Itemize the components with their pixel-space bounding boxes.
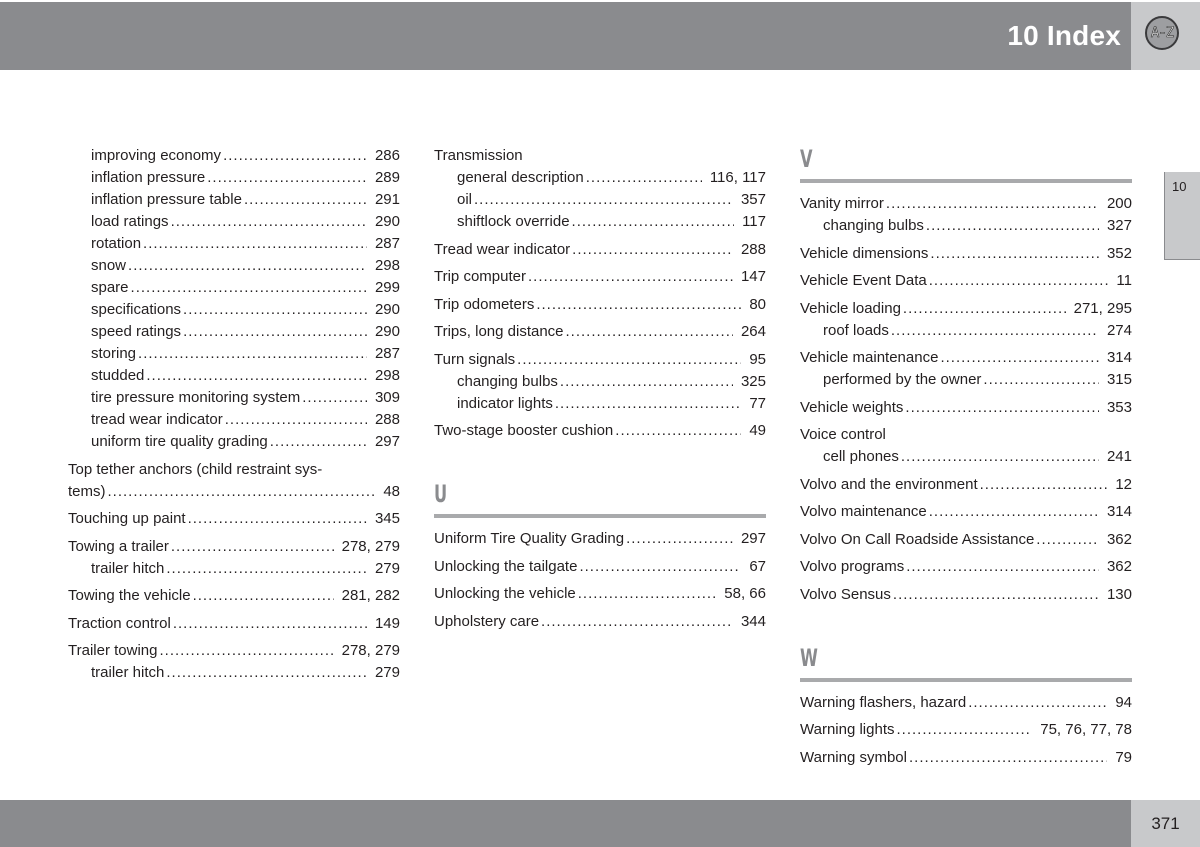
entry-pages: 297 — [740, 530, 766, 547]
dot-leader — [528, 266, 733, 288]
entry-label: Volvo On Call Roadside Assistance — [800, 530, 1035, 548]
index-entry[interactable] — [68, 585, 400, 607]
index-entry[interactable] — [800, 446, 1132, 468]
entry-pages: 149 — [374, 614, 400, 632]
entry-pages: 116, 117 — [709, 169, 766, 186]
entry-label: Towing a trailer — [68, 537, 169, 555]
entry-label: improving economy — [91, 147, 222, 164]
dot-leader — [270, 431, 367, 453]
entry-label: changing bulbs — [457, 372, 558, 390]
entry-label: trailer hitch — [91, 559, 165, 577]
index-entry[interactable] — [434, 266, 766, 288]
entry-label: Trip computer — [434, 268, 526, 285]
entry-label: Two-stage booster cushion — [434, 422, 614, 439]
page-number-box — [1131, 800, 1200, 847]
entry-label: Volvo maintenance — [800, 503, 927, 520]
entry-pages: 48 — [383, 482, 400, 500]
entry-label: Trailer towing — [68, 642, 158, 659]
entry-pages: 80 — [749, 295, 766, 313]
entry-label: uniform tire quality grading — [91, 433, 268, 450]
entry-label: indicator lights — [457, 394, 553, 412]
dot-leader — [579, 556, 741, 578]
dot-leader — [207, 167, 367, 189]
section-divider — [800, 678, 1132, 682]
index-entry[interactable] — [68, 343, 400, 365]
section-w — [800, 644, 1132, 769]
entry-label: Traction control — [68, 614, 171, 632]
entry-pages: 67 — [749, 557, 766, 575]
dot-leader — [586, 167, 702, 189]
entry-label: Warning symbol — [800, 748, 907, 766]
index-entry[interactable] — [434, 189, 766, 211]
dot-leader — [166, 558, 367, 580]
dot-leader — [930, 243, 1099, 265]
entry-pages: 357 — [740, 191, 766, 208]
dot-leader — [929, 501, 1099, 523]
index-entry[interactable] — [68, 211, 400, 233]
entry-pages: 271, 295 — [1073, 299, 1132, 317]
entry-pages: 147 — [740, 268, 766, 285]
index-column-2 — [434, 145, 766, 633]
index-entry[interactable] — [434, 294, 766, 316]
entry-pages: 287 — [374, 345, 400, 362]
index-entry[interactable] — [800, 692, 1132, 714]
index-entry[interactable] — [434, 420, 766, 442]
entry-pages: 241 — [1106, 448, 1132, 465]
dot-leader — [980, 474, 1108, 496]
entry-pages: 344 — [740, 612, 766, 630]
entry-pages: 75, 76, 77, 78 — [1040, 721, 1132, 738]
index-entry[interactable] — [800, 556, 1132, 578]
entry-label: load ratings — [91, 213, 169, 230]
entry-label: shiftlock override — [457, 213, 570, 230]
chapter-tab-label: 10 — [1172, 179, 1187, 194]
dot-leader — [893, 584, 1099, 606]
dot-leader — [901, 446, 1099, 468]
entry-label: speed ratings — [91, 323, 182, 340]
entry-pages: 298 — [374, 367, 400, 384]
entry-label: rotation — [91, 235, 142, 252]
dot-leader — [183, 321, 367, 343]
entry-label: tread wear indicator — [91, 411, 223, 428]
dot-leader — [968, 692, 1107, 714]
index-entry[interactable] — [434, 321, 766, 343]
entry-label: Upholstery care — [434, 612, 540, 630]
entry-pages: 290 — [374, 213, 400, 230]
index-entry[interactable] — [800, 474, 1132, 496]
entry-pages: 278, 279 — [341, 537, 400, 555]
dot-leader — [536, 294, 741, 316]
entry-pages: 298 — [374, 257, 400, 274]
index-entry[interactable] — [68, 299, 400, 321]
entry-pages: 288 — [740, 240, 766, 258]
entry-label: Top tether anchors (child restraint sys- — [68, 460, 323, 478]
entry-pages: 314 — [1106, 503, 1132, 520]
entry-label: cell phones — [823, 448, 899, 465]
dot-leader — [578, 583, 717, 605]
index-entry[interactable] — [68, 613, 400, 635]
dot-leader — [171, 211, 367, 233]
index-entry[interactable] — [434, 528, 766, 550]
entry-label: Vehicle dimensions — [800, 244, 929, 262]
dot-leader — [903, 298, 1066, 320]
entry-label: Unlocking the vehicle — [434, 585, 576, 602]
dot-leader — [223, 145, 367, 167]
dot-leader — [138, 343, 367, 365]
index-entry[interactable] — [800, 529, 1132, 551]
dot-leader — [128, 255, 367, 277]
entry-label: Vanity mirror — [800, 195, 884, 212]
index-entry[interactable] — [800, 243, 1132, 265]
entry-label: Transmission — [434, 147, 523, 164]
dot-leader — [896, 719, 1032, 741]
dot-leader — [146, 365, 367, 387]
entry-label: Tread wear indicator — [434, 240, 571, 258]
index-entry[interactable] — [68, 508, 400, 530]
page-number: 371 — [1151, 814, 1180, 833]
entry-pages: 117 — [742, 213, 766, 230]
entry-label: Volvo programs — [800, 558, 905, 575]
entry-label: performed by the owner — [823, 371, 982, 388]
dot-leader — [905, 397, 1099, 419]
entry-pages: 77 — [749, 394, 766, 412]
entry-label: Trip odometers — [434, 295, 535, 313]
section-letter: V — [800, 145, 813, 173]
dot-leader — [572, 211, 735, 233]
section-v — [800, 145, 1132, 606]
entry-label: Trips, long distance — [434, 323, 564, 340]
entry-label: studded — [91, 367, 145, 384]
dot-leader — [302, 387, 367, 409]
dot-leader — [188, 508, 367, 530]
entry-pages: 353 — [1106, 398, 1132, 416]
index-entry[interactable] — [68, 365, 400, 387]
index-entry[interactable] — [68, 409, 400, 431]
entry-label: oil — [457, 191, 473, 208]
index-entry[interactable] — [800, 193, 1132, 215]
a-z-icon: A-Z — [1145, 16, 1179, 50]
entry-pages: 281, 282 — [341, 587, 400, 604]
index-entry[interactable] — [68, 536, 400, 558]
index-entry[interactable] — [434, 611, 766, 633]
entry-pages: 286 — [374, 147, 400, 164]
index-entry[interactable] — [68, 277, 400, 299]
dot-leader — [906, 556, 1099, 578]
dot-leader — [244, 189, 367, 211]
dot-leader — [926, 215, 1099, 237]
entry-pages: 130 — [1106, 585, 1132, 603]
index-entry[interactable] — [434, 556, 766, 578]
index-entry[interactable] — [68, 321, 400, 343]
index-entry[interactable] — [434, 167, 766, 189]
entry-label: changing bulbs — [823, 217, 924, 234]
header-bar — [0, 2, 1131, 70]
entry-label: storing — [91, 345, 137, 362]
index-entry[interactable] — [68, 167, 400, 189]
dot-leader — [131, 277, 367, 299]
section-divider — [434, 514, 766, 518]
dot-leader — [517, 349, 741, 371]
dot-leader — [1036, 529, 1099, 551]
entry-pages: 345 — [374, 510, 400, 527]
entry-label: specifications — [91, 301, 182, 318]
entry-pages: 94 — [1115, 693, 1132, 711]
entry-label: Warning lights — [800, 721, 895, 738]
entry-label: Vehicle loading — [800, 299, 901, 317]
entry-pages: 95 — [749, 350, 766, 368]
entry-pages: 79 — [1115, 748, 1132, 766]
dot-leader — [143, 233, 367, 255]
dot-leader — [615, 420, 741, 442]
entry-label: Towing the vehicle — [68, 587, 191, 604]
dot-leader — [166, 662, 367, 684]
index-entry-heading — [434, 145, 766, 167]
dot-leader — [929, 270, 1109, 292]
entry-pages: 315 — [1106, 371, 1132, 388]
index-entry-heading — [800, 424, 1132, 446]
entry-label: tire pressure monitoring system — [91, 389, 301, 406]
dot-leader — [159, 640, 333, 662]
entry-pages: 299 — [374, 279, 400, 296]
index-entry[interactable] — [434, 349, 766, 371]
index-entry[interactable] — [68, 255, 400, 277]
entry-pages: 200 — [1106, 195, 1132, 212]
entry-pages: 11 — [1116, 272, 1132, 289]
section-letter: W — [800, 643, 818, 672]
section-divider — [800, 179, 1132, 183]
index-column-1 — [68, 145, 400, 684]
entry-pages: 314 — [1106, 349, 1132, 366]
entry-pages: 352 — [1106, 244, 1132, 262]
index-entry[interactable] — [800, 347, 1132, 369]
entry-pages: 58, 66 — [724, 585, 766, 602]
entry-pages: 264 — [740, 323, 766, 340]
dot-leader — [173, 613, 367, 635]
index-entry[interactable] — [800, 320, 1132, 342]
index-entry[interactable] — [68, 145, 400, 167]
entry-pages: 12 — [1115, 475, 1132, 493]
entry-pages: 290 — [374, 323, 400, 340]
index-entry[interactable] — [68, 189, 400, 211]
entry-pages: 278, 279 — [341, 642, 400, 659]
entry-pages: 297 — [374, 433, 400, 450]
index-entry[interactable] — [800, 719, 1132, 741]
index-entry[interactable] — [68, 481, 400, 503]
entry-pages: 289 — [374, 169, 400, 186]
index-entry[interactable] — [434, 583, 766, 605]
chapter-tab[interactable] — [1164, 172, 1200, 260]
dot-leader — [626, 528, 733, 550]
entry-label: Volvo and the environment — [800, 475, 978, 493]
dot-leader — [572, 239, 733, 261]
entry-pages: 362 — [1106, 558, 1132, 575]
index-entry[interactable] — [68, 640, 400, 662]
entry-label: roof loads — [823, 321, 889, 339]
entry-label: Turn signals — [434, 350, 516, 368]
dot-leader — [566, 321, 733, 343]
entry-label: Voice control — [800, 426, 886, 443]
entry-pages: 309 — [374, 389, 400, 406]
entry-label: general description — [457, 169, 584, 186]
index-entry[interactable] — [800, 298, 1132, 320]
header-icon-box — [1131, 2, 1200, 70]
dot-leader — [983, 369, 1099, 391]
dot-leader — [940, 347, 1099, 369]
entry-label: Vehicle Event Data — [800, 272, 927, 289]
dot-leader — [909, 747, 1107, 769]
index-entry[interactable] — [434, 211, 766, 233]
entry-label: inflation pressure table — [91, 191, 242, 208]
index-entry[interactable] — [800, 584, 1132, 606]
index-entry[interactable] — [68, 233, 400, 255]
entry-label: Volvo Sensus — [800, 585, 891, 603]
dot-leader — [171, 536, 334, 558]
entry-label: Warning flashers, hazard — [800, 693, 967, 711]
entry-label: Uniform Tire Quality Grading — [434, 530, 625, 547]
entry-label: snow — [91, 257, 127, 274]
index-entry[interactable] — [800, 501, 1132, 523]
dot-leader — [560, 371, 733, 393]
index-entry[interactable] — [68, 662, 400, 684]
entry-pages: 290 — [374, 301, 400, 318]
entry-label: Unlocking the tailgate — [434, 557, 578, 575]
section-letter: U — [434, 480, 448, 508]
dot-leader — [555, 393, 741, 415]
entry-pages: 287 — [374, 235, 400, 252]
dot-leader — [108, 481, 376, 503]
footer-bar — [0, 800, 1131, 847]
entry-pages: 327 — [1106, 217, 1132, 234]
index-entry[interactable] — [68, 387, 400, 409]
index-entry[interactable] — [434, 393, 766, 415]
index-entry[interactable] — [68, 431, 400, 453]
section-u — [434, 480, 766, 633]
index-entry[interactable] — [800, 369, 1132, 391]
entry-label: tems) — [68, 482, 106, 500]
dot-leader — [891, 320, 1099, 342]
dot-leader — [225, 409, 367, 431]
entry-label: Vehicle weights — [800, 398, 904, 416]
dot-leader — [183, 299, 367, 321]
entry-label: inflation pressure — [91, 169, 206, 186]
entry-pages: 49 — [749, 422, 766, 439]
dot-leader — [474, 189, 733, 211]
entry-label: Touching up paint — [68, 510, 186, 527]
entry-label: Vehicle maintenance — [800, 349, 939, 366]
entry-pages: 325 — [740, 372, 766, 390]
index-entry[interactable] — [800, 270, 1132, 292]
entry-pages: 279 — [374, 559, 400, 577]
entry-label: spare — [91, 279, 129, 296]
index-entry[interactable] — [800, 747, 1132, 769]
entry-pages: 288 — [374, 411, 400, 428]
entry-pages: 291 — [374, 191, 400, 208]
dot-leader — [193, 585, 334, 607]
index-entry[interactable] — [68, 558, 400, 580]
index-entry[interactable] — [434, 239, 766, 261]
index-column-3 — [800, 145, 1132, 769]
index-entry[interactable] — [434, 371, 766, 393]
entry-pages: 279 — [374, 664, 400, 681]
entry-pages: 274 — [1106, 321, 1132, 339]
dot-leader — [886, 193, 1099, 215]
chapter-title: 10 Index — [1007, 20, 1121, 51]
dot-leader — [541, 611, 733, 633]
index-entry-heading — [68, 459, 400, 481]
index-entry[interactable] — [800, 397, 1132, 419]
entry-label: trailer hitch — [91, 664, 165, 681]
index-entry[interactable] — [800, 215, 1132, 237]
entry-pages: 362 — [1106, 530, 1132, 548]
